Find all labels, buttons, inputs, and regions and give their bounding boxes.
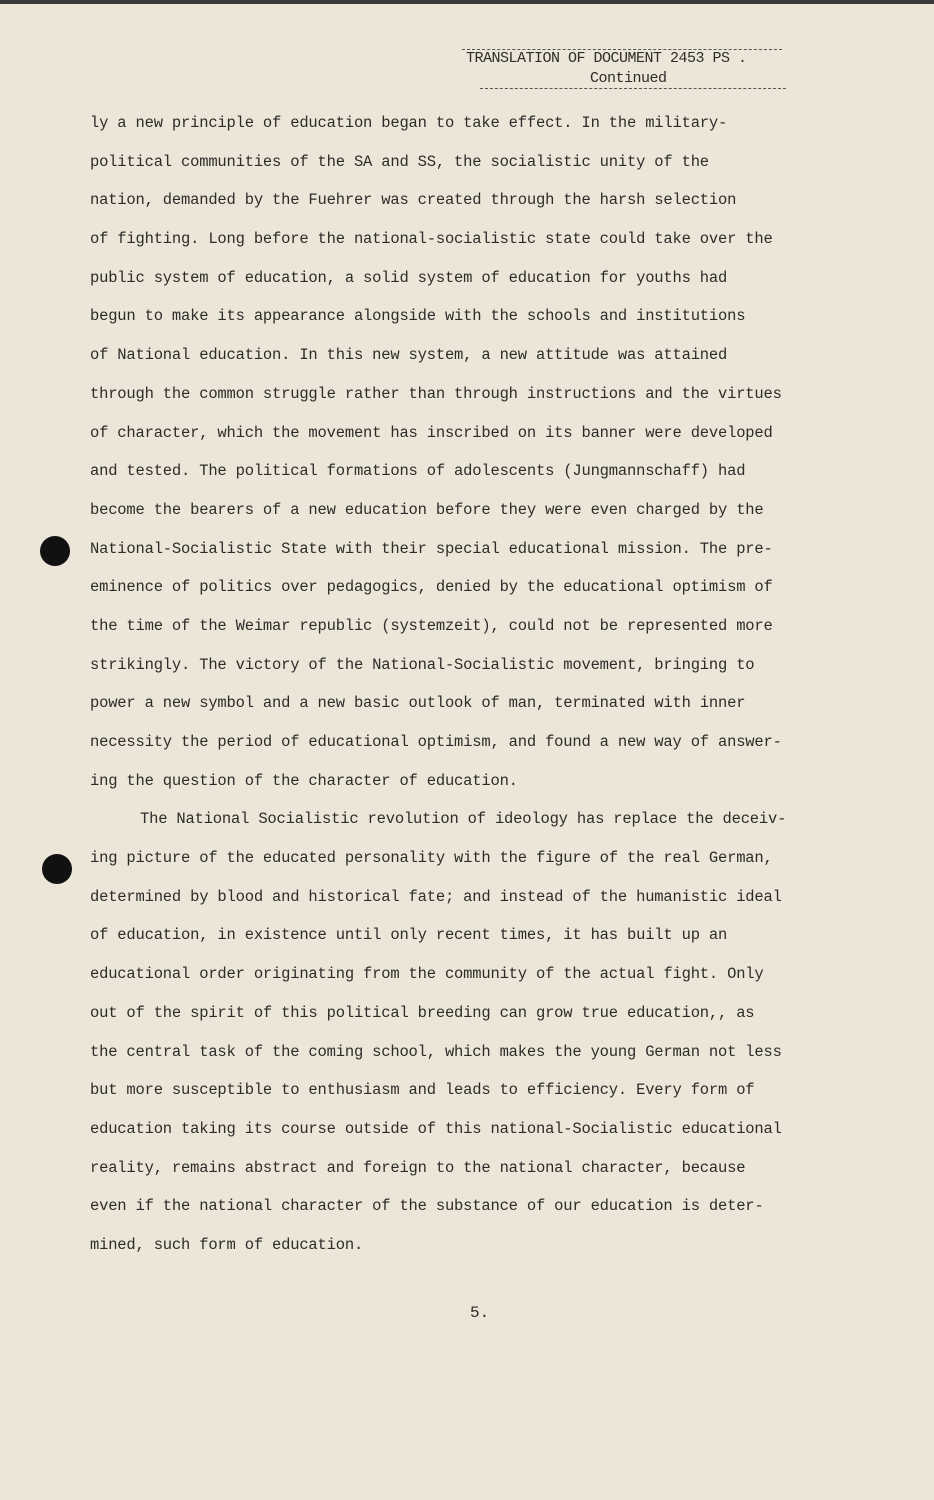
text-line: strikingly. The victory of the National-Socialistic movement, bringing to xyxy=(90,655,755,674)
text-line: ing the question of the character of education. xyxy=(90,771,518,790)
text-line: power a new symbol and a new basic outlook of man, terminated with inner xyxy=(90,694,746,713)
text-line: ly a new principle of education began to take effect. In the military- xyxy=(90,114,728,132)
document-body xyxy=(90,104,850,1265)
punch-hole xyxy=(42,854,72,884)
paragraph-2 xyxy=(90,800,850,1264)
punch-hole xyxy=(40,536,70,566)
document-header-subtitle: Continued xyxy=(590,70,667,87)
text-line: begun to make its appearance alongside with the schools and institutions xyxy=(90,307,746,326)
text-line: necessity the period of educational optimism, and found a new way of answer- xyxy=(90,733,782,751)
scan-top-edge xyxy=(0,0,934,4)
text-line: the central task of the coming school, which makes the young German not less xyxy=(90,1042,782,1061)
page-number: 5. xyxy=(470,1304,490,1322)
paragraph-1 xyxy=(90,104,850,800)
text-line: political communities of the SA and SS, the socialistic unity of the xyxy=(90,152,709,171)
document-header-title: TRANSLATION OF DOCUMENT 2453 PS . xyxy=(466,50,747,67)
text-line: the time of the Weimar republic (systemzeit), could not be represented more xyxy=(90,616,773,635)
text-line: of character, which the movement has inscribed on its banner were developed xyxy=(90,423,773,442)
text-line: nation, demanded by the Fuehrer was created through the harsh selection xyxy=(90,191,737,210)
text-line: but more susceptible to enthusiasm and leads to efficiency. Every form of xyxy=(90,1081,755,1100)
text-line: ing picture of the educated personality with the figure of the real German, xyxy=(90,849,773,868)
header-rule-bottom xyxy=(480,88,786,89)
text-line: of fighting. Long before the national-socialistic state could take over the xyxy=(90,230,773,249)
text-line: determined by blood and historical fate; and instead of the humanistic ideal xyxy=(90,887,782,906)
text-line: and tested. The political formations of adolescents (Jungmannschaff) had xyxy=(90,462,746,481)
text-line: mined, such form of education. xyxy=(90,1235,364,1254)
text-line: of National education. In this new system, a new attitude was attained xyxy=(90,346,728,365)
text-line: National-Socialistic State with their special educational mission. The pre- xyxy=(90,539,773,558)
text-line: of education, in existence until only recent times, it has built up an xyxy=(90,926,728,945)
text-line: educational order originating from the community of the actual fight. Only xyxy=(90,965,764,984)
text-line: reality, remains abstract and foreign to the national character, because xyxy=(90,1158,746,1177)
text-line: public system of education, a solid system of education for youths had xyxy=(90,268,728,287)
text-line: eminence of politics over pedagogics, denied by the educational optimism of xyxy=(90,578,773,597)
text-line: The National Socialistic revolution of ideology has replace the deceiv- xyxy=(140,810,787,829)
text-line: education taking its course outside of this national-Socialistic educational xyxy=(90,1119,782,1138)
text-line: even if the national character of the substance of our education is deter- xyxy=(90,1197,764,1216)
text-line: become the bearers of a new education before they were even charged by the xyxy=(90,500,764,519)
text-line: through the common struggle rather than through instructions and the virtues xyxy=(90,384,782,403)
text-line: out of the spirit of this political breeding can grow true education,, as xyxy=(90,1003,755,1022)
